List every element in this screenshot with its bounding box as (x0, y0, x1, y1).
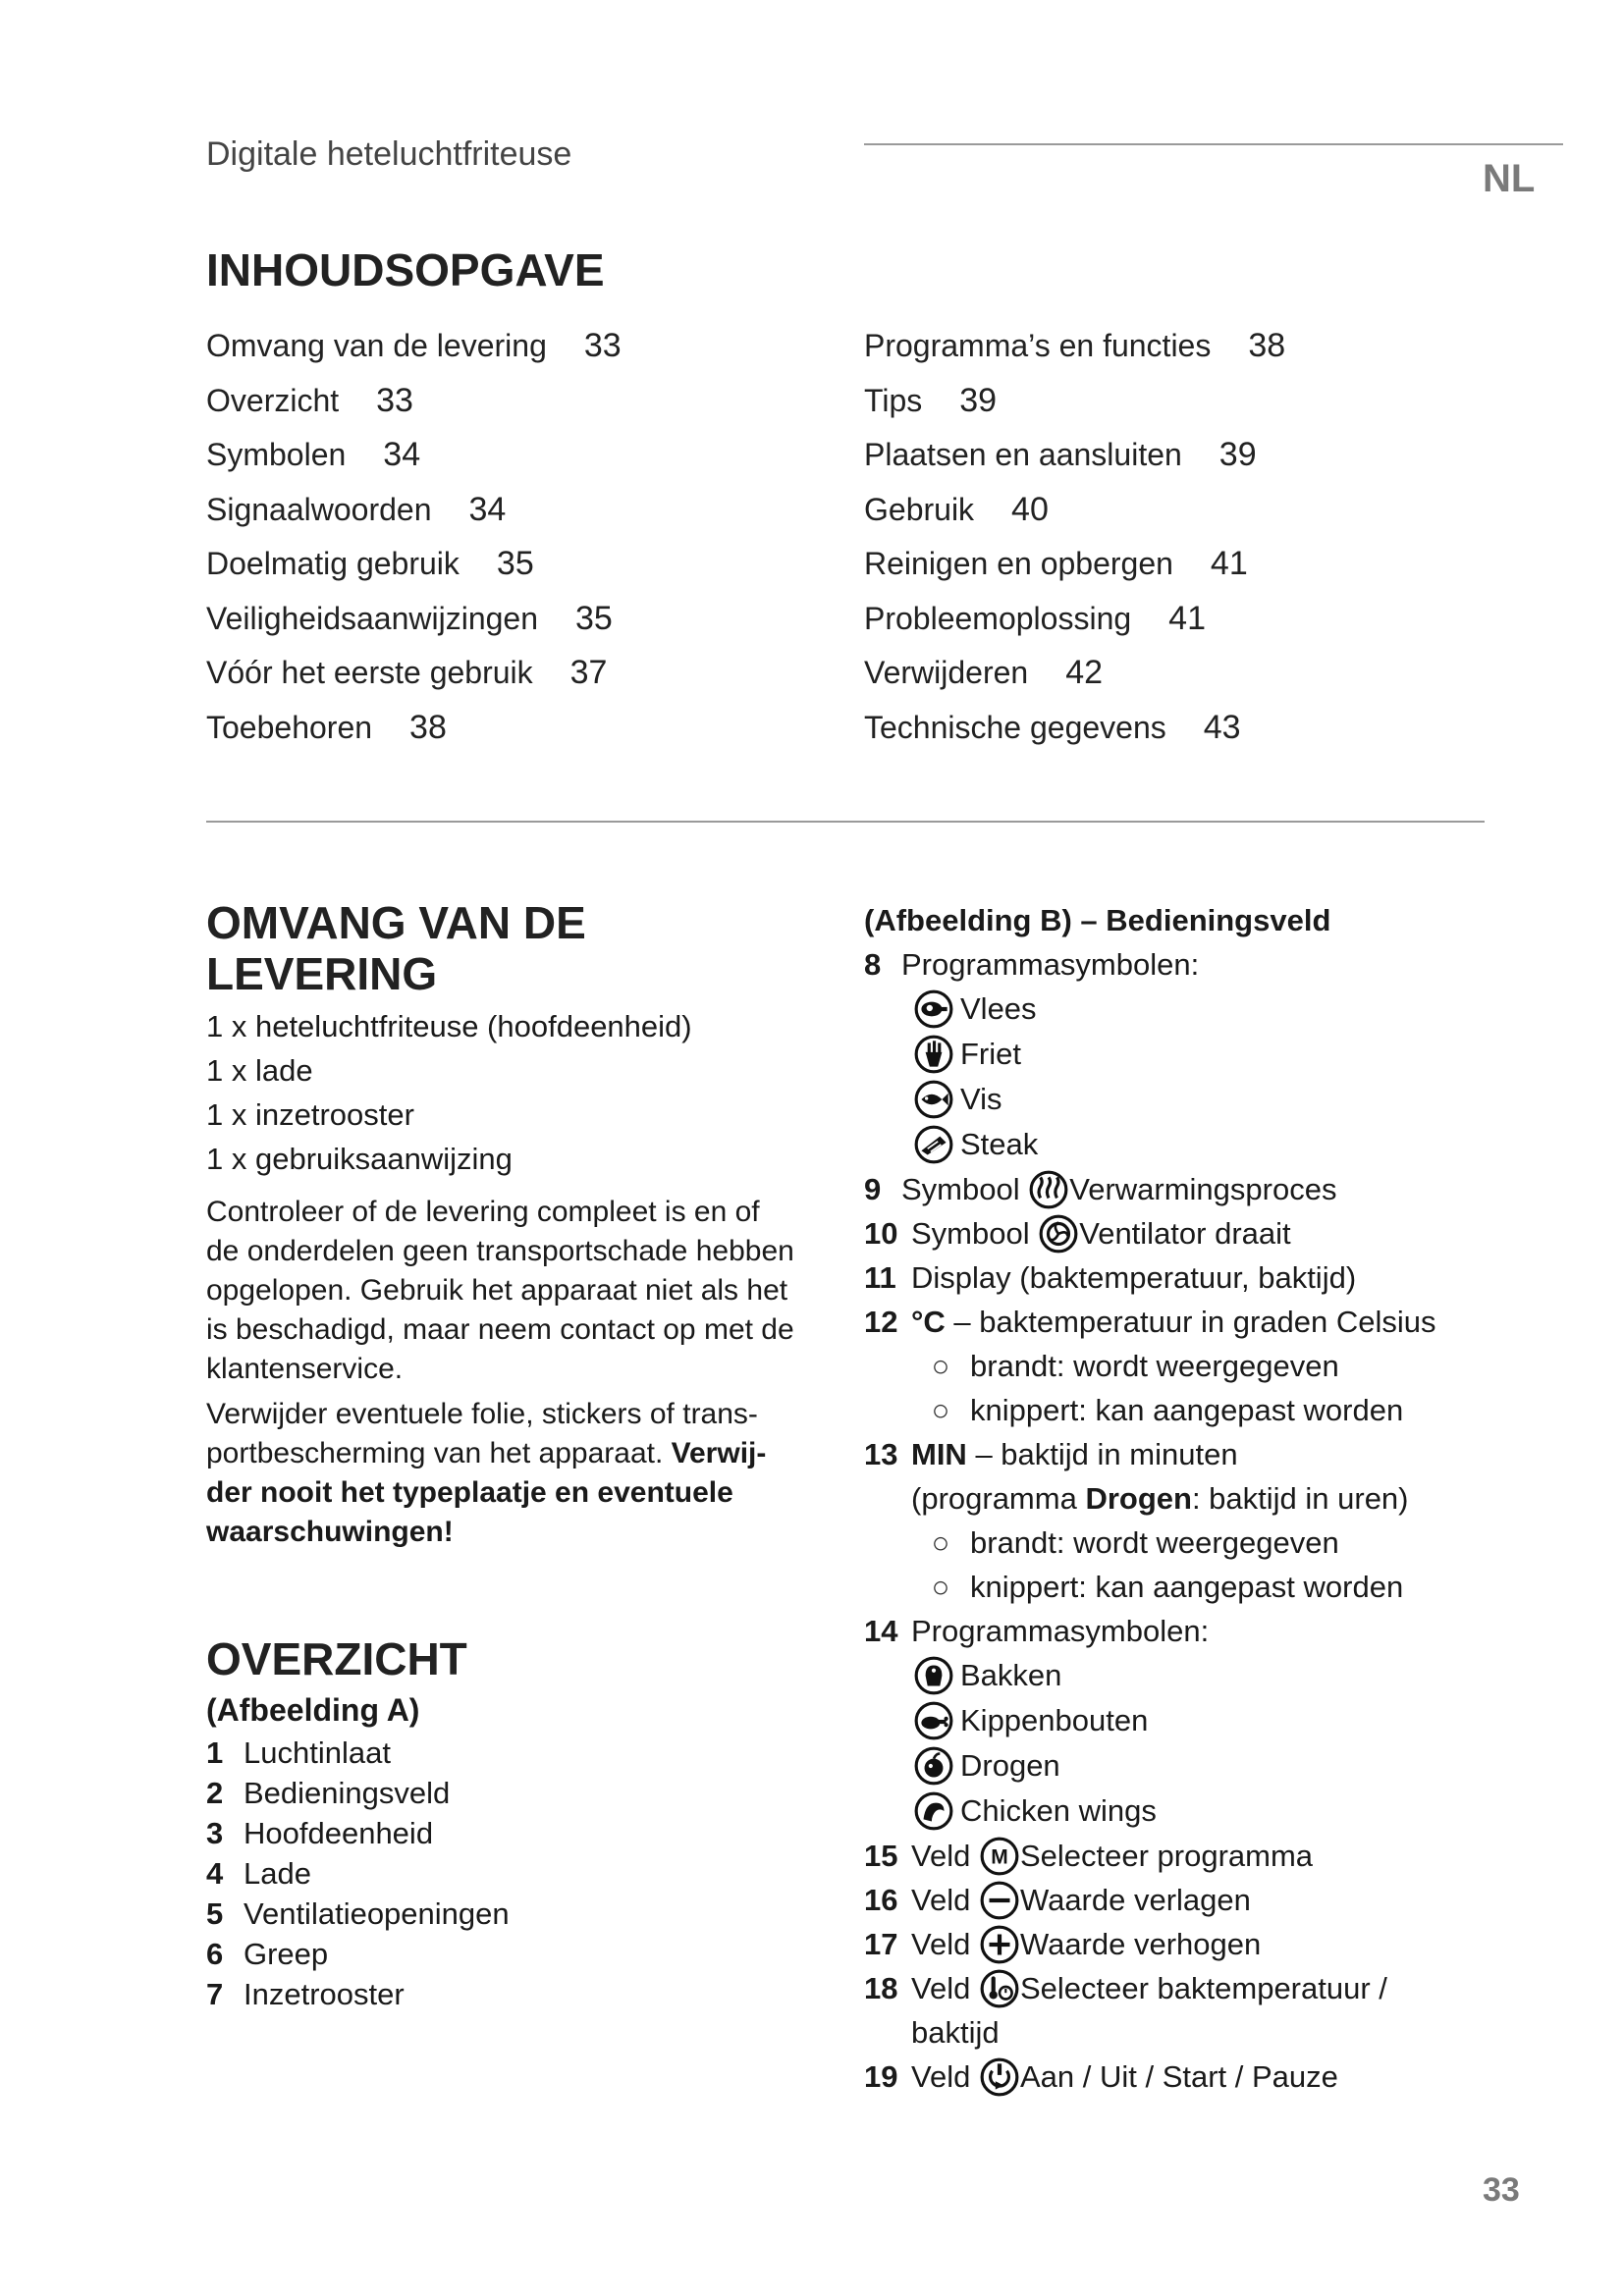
overview-item (206, 1894, 835, 1934)
toc-entry-title: Verwijderen (864, 655, 1029, 691)
toc-entry-title: Plaatsen en aansluiten (864, 437, 1182, 473)
toc-entry-page: 33 (376, 381, 413, 419)
paragraph-line: is beschadigd, maar neem contact op met de (206, 1312, 794, 1346)
symbol-label: Vlees (960, 991, 1037, 1026)
item-number: 8 (864, 947, 882, 982)
item-label: Programmasymbolen: (901, 947, 1200, 982)
symbol-label: Vis (960, 1082, 1002, 1116)
item-label: Waarde verhogen (1019, 1927, 1262, 1961)
toc-entry-title: Toebehoren (206, 709, 373, 745)
control-item (864, 942, 1571, 987)
svg-text:M: M (991, 1844, 1008, 1868)
item-number: 13 (864, 1437, 898, 1471)
paragraph-text: portbescherming van het apparaat. (206, 1436, 672, 1469)
paragraph-line: klantenservice. (206, 1352, 404, 1385)
item-number: 4 (206, 1856, 224, 1892)
program-select-icon (979, 1836, 1020, 1877)
bullet-item: ○ brandt: wordt weergegeven (911, 1344, 1571, 1388)
toc-entry-title: Probleemoplossing (864, 600, 1132, 636)
toc-entry-page: 37 (569, 654, 608, 692)
control-item (864, 1432, 1571, 1476)
toc-entry-title: Gebruik (864, 491, 975, 527)
item-number: 12 (864, 1305, 898, 1339)
drumstick-icon (913, 1700, 954, 1741)
toc-entry-title: Reinigen en opbergen (864, 546, 1173, 582)
remove-foil-paragraph (206, 1395, 835, 1552)
page-number: 33 (1483, 2171, 1520, 2209)
toc-entry[interactable] (864, 592, 1492, 647)
chicken-wings-icon (913, 1790, 954, 1832)
toc-entry[interactable] (206, 483, 835, 538)
toc-entry-page: 41 (1168, 599, 1206, 637)
item-label: Luchtinlaat (244, 1735, 391, 1771)
item-number: 11 (864, 1260, 896, 1295)
control-item (864, 1167, 1571, 1211)
paragraph-line: opgelopen. Gebruik het apparaat niet als het (206, 1273, 788, 1307)
control-item (864, 1300, 1571, 1344)
program-symbol (913, 1743, 1571, 1789)
toc-entry-title: Veiligheidsaanwijzingen (206, 600, 539, 636)
item-label: Waarde verlagen (1019, 1883, 1251, 1917)
overview-item (206, 1813, 835, 1853)
delivery-item: 1 x inzetrooster (206, 1096, 414, 1132)
item-number: 19 (864, 2059, 898, 2094)
item-number: 1 (206, 1735, 224, 1771)
fan-icon (1038, 1213, 1079, 1255)
check-delivery-paragraph (206, 1193, 835, 1389)
symbol-label: Bakken (960, 1658, 1062, 1692)
bake-icon (913, 1655, 954, 1696)
overzicht-heading: OVERZICHT (206, 1633, 467, 1684)
plus-icon (979, 1924, 1020, 1965)
toc-entry-title: Omvang van de levering (206, 328, 547, 364)
program-symbol (913, 1653, 1571, 1698)
toc-entry-title: Programma’s en functies (864, 328, 1212, 364)
warning-text: Verwij- (671, 1436, 767, 1469)
item-number: 17 (864, 1927, 898, 1961)
figure-b-label: (Afbeelding B) – Bedieningsveld (864, 903, 1331, 937)
omvang-heading-line: LEVERING (206, 948, 438, 1000)
overzicht-section (206, 1633, 835, 2014)
item-prefix: Veld (911, 1883, 971, 1917)
delivery-item: 1 x lade (206, 1052, 313, 1088)
toc-entry-page: 35 (575, 599, 613, 637)
control-item (864, 1966, 1571, 2010)
overview-item (206, 1733, 835, 1773)
program-symbol (913, 1077, 1571, 1122)
program-symbol (913, 1122, 1571, 1167)
bedieningsveld-section (864, 899, 1571, 2099)
item-label: Ventilatieopeningen (244, 1896, 510, 1932)
meat-icon (913, 988, 954, 1030)
warning-text: waarschuwingen! (206, 1515, 454, 1548)
toc-entry-page: 34 (468, 490, 507, 528)
symbol-label: Steak (960, 1127, 1039, 1161)
toc-right-column (864, 319, 1492, 755)
program-symbols-list-1 (864, 987, 1571, 1167)
item-label: : baktijd in uren) (1191, 1481, 1409, 1516)
item-label: Verwarmingsproces (1069, 1172, 1337, 1206)
toc-entry-page: 41 (1210, 545, 1248, 583)
item-number: 3 (206, 1816, 224, 1851)
paragraph-line: de onderdelen geen transportschade hebben (206, 1234, 794, 1267)
item-label: Bedieningsveld (244, 1776, 451, 1811)
delivery-item: 1 x gebruiksaanwijzing (206, 1141, 513, 1176)
dry-icon (913, 1745, 954, 1787)
temperature-time-icon (979, 1968, 1020, 2009)
paragraph-line (206, 1434, 835, 1473)
item-prefix: Veld (911, 1971, 971, 2005)
toc-entry[interactable] (206, 592, 835, 647)
item13-bullets (864, 1521, 1571, 1609)
control-item-continuation: baktijd (911, 2015, 1000, 2050)
toc-entry-title: Vóór het eerste gebruik (206, 655, 533, 691)
delivery-item: 1 x heteluchtfriteuse (hoofdeenheid) (206, 1008, 692, 1043)
program-symbol (913, 987, 1571, 1032)
item-label: Greep (244, 1937, 329, 1972)
item-label: – baktijd in minuten (975, 1437, 1238, 1471)
item-number: 14 (864, 1614, 898, 1648)
item-label: Aan / Uit / Start / Pauze (1019, 2059, 1338, 2094)
figure-a-label: (Afbeelding A) (206, 1692, 420, 1729)
item-number: 18 (864, 1971, 898, 2005)
overview-item (206, 1773, 835, 1813)
symbol-label: Friet (960, 1037, 1021, 1071)
toc-entry-page: 34 (383, 436, 421, 474)
item-label: Hoofdeenheid (244, 1816, 434, 1851)
toc-entry-page: 39 (1218, 436, 1257, 474)
item-label: Inzetrooster (244, 1977, 405, 2012)
overview-item (206, 1934, 835, 1974)
control-item (864, 1834, 1571, 1878)
toc-entry-page: 35 (496, 545, 534, 583)
omvang-heading-line: OMVANG VAN DE (206, 897, 586, 948)
item-number: 10 (864, 1216, 898, 1251)
toc-entry[interactable] (206, 646, 835, 701)
item-label: Selecteer programma (1019, 1839, 1314, 1873)
toc-entry[interactable] (864, 428, 1492, 483)
item-label: (programma (911, 1481, 1086, 1516)
item-label: Lade (244, 1856, 311, 1892)
control-item-continuation (864, 1476, 1571, 1521)
control-item (864, 1878, 1571, 1922)
program-symbol (913, 1789, 1571, 1834)
item-label: Ventilator draait (1079, 1216, 1291, 1251)
control-item (864, 2055, 1571, 2099)
section-divider (206, 821, 1485, 823)
fish-icon (913, 1079, 954, 1120)
toc-entry-title: Tips (864, 382, 923, 418)
item-prefix: Veld (911, 1927, 971, 1961)
toc-entry-page: 39 (959, 381, 998, 419)
toc-entry-page: 38 (1248, 327, 1286, 365)
toc-entry[interactable] (206, 319, 835, 374)
fries-icon (913, 1034, 954, 1075)
header-divider (864, 143, 1563, 145)
program-symbol (913, 1032, 1571, 1077)
item-label: Programmasymbolen: (911, 1614, 1210, 1648)
language-code: NL (1483, 157, 1536, 200)
control-item (864, 1922, 1571, 1966)
steak-icon (913, 1124, 954, 1165)
toc-entry-title: Signaalwoorden (206, 491, 432, 527)
control-item (864, 1211, 1571, 1255)
bullet-item: ○ knippert: kan aangepast worden (911, 1565, 1571, 1609)
item-number: 15 (864, 1839, 898, 1873)
unit-label: °C (911, 1305, 946, 1339)
bullet-item: ○ knippert: kan aangepast worden (911, 1388, 1571, 1432)
item-number: 6 (206, 1937, 224, 1972)
control-item (864, 1609, 1571, 1653)
item-prefix: Symbool (901, 1172, 1020, 1206)
toc-entry[interactable] (206, 537, 835, 592)
bullet-text: brandt: wordt weergegeven (970, 1349, 1339, 1383)
program-symbol (913, 1698, 1571, 1743)
toc-entry[interactable] (864, 701, 1492, 756)
toc-entry-title: Doelmatig gebruik (206, 546, 460, 582)
toc-entry[interactable] (864, 319, 1492, 374)
bullet-item: ○ brandt: wordt weergegeven (911, 1521, 1571, 1565)
paragraph-line: Verwijder eventuele folie, stickers of trans- (206, 1397, 758, 1430)
unit-label: MIN (911, 1437, 967, 1471)
heating-icon (1028, 1169, 1069, 1210)
warning-text: der nooit het typeplaatje en eventuele (206, 1475, 733, 1509)
power-start-icon (979, 2056, 1020, 2098)
item-label: Display (baktemperatuur, baktijd) (911, 1260, 1357, 1295)
item-number: 5 (206, 1896, 224, 1932)
toc-left-column (206, 319, 835, 755)
bullet-text: brandt: wordt weergegeven (970, 1525, 1339, 1560)
item-number: 2 (206, 1776, 224, 1811)
toc-entry-page: 38 (409, 708, 447, 746)
symbol-label: Chicken wings (960, 1793, 1157, 1828)
program-name: Drogen (1085, 1481, 1192, 1516)
item-number: 9 (864, 1172, 882, 1206)
toc-entry[interactable] (206, 701, 835, 756)
toc-entry[interactable] (864, 374, 1492, 429)
toc-entry-title: Technische gegevens (864, 709, 1166, 745)
symbol-label: Kippenbouten (960, 1703, 1149, 1737)
minus-icon (979, 1880, 1020, 1921)
toc-entry-page: 42 (1065, 654, 1104, 692)
symbol-label: Drogen (960, 1748, 1060, 1783)
toc-entry[interactable] (864, 537, 1492, 592)
omvang-section (206, 897, 835, 1552)
toc-entry[interactable] (206, 428, 835, 483)
omvang-heading (206, 897, 835, 1000)
bullet-text: knippert: kan aangepast worden (970, 1393, 1404, 1427)
toc-entry-page: 40 (1011, 490, 1049, 528)
document-title: Digitale heteluchtfriteuse (206, 135, 572, 173)
toc-entry[interactable] (864, 483, 1492, 538)
item-label: Selecteer baktemperatuur / (1019, 1971, 1387, 2005)
item-prefix: Veld (911, 2059, 971, 2094)
item-number: 7 (206, 1977, 224, 2012)
toc-entry[interactable] (206, 374, 835, 429)
item-prefix: Veld (911, 1839, 971, 1873)
toc-entry-page: 43 (1203, 708, 1241, 746)
toc-heading: INHOUDSOPGAVE (206, 244, 605, 295)
item-prefix: Symbool (911, 1216, 1030, 1251)
paragraph-line: Controleer of de levering compleet is en of (206, 1195, 760, 1228)
toc-entry[interactable] (864, 646, 1492, 701)
overview-item (206, 1974, 835, 2014)
item-label: – baktemperatuur in graden Celsius (953, 1305, 1436, 1339)
toc-entry-title: Symbolen (206, 437, 347, 473)
overview-item (206, 1853, 835, 1894)
toc-entry-title: Overzicht (206, 382, 340, 418)
control-item (864, 1255, 1571, 1300)
toc-entry-page: 33 (583, 327, 622, 365)
item-number: 16 (864, 1883, 898, 1917)
item12-bullets (864, 1344, 1571, 1432)
bullet-text: knippert: kan aangepast worden (970, 1570, 1404, 1604)
program-symbols-list-2 (864, 1653, 1571, 1834)
